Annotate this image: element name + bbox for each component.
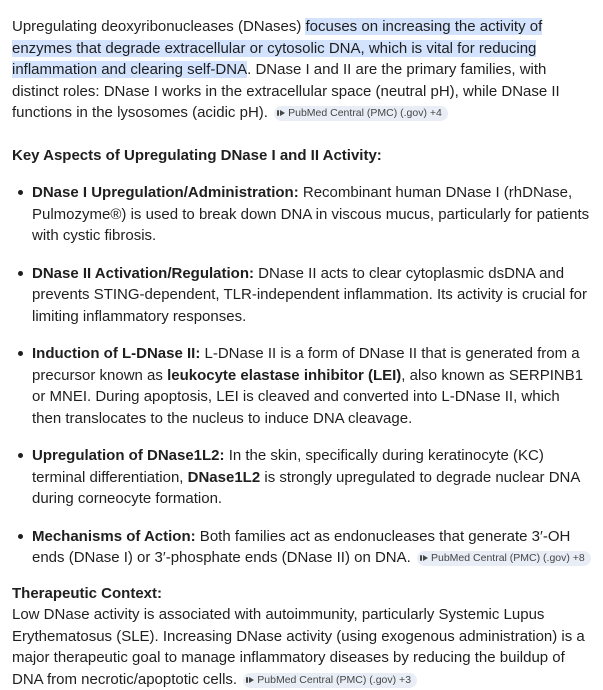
bullet-title: Upregulation of DNase1L2: xyxy=(32,447,225,464)
intro-highlight[interactable]: focuses on increasing the activity of enzymes that degrade extracellular or cytosolic DNA, which is vital for reducing inflammation and clearing self-DNA xyxy=(12,18,543,78)
play-source-icon xyxy=(249,677,254,683)
bullet-bold-term: DNase1L2 xyxy=(187,468,261,486)
list-item xyxy=(12,445,591,510)
bullet-text: DNase II acts to clear cytoplasmic dsDNA and prevents STING-dependent, TLR-independent inflammation. Its activity is crucial for limiting inflammatory responses. xyxy=(32,264,587,325)
bullet-text: Recombinant human DNase I (rhDNase, Pulmozyme®) is used to break down DNA in viscous mucus, particularly for patients with cystic fibrosis. xyxy=(32,184,590,244)
intro-paragraph xyxy=(12,16,591,124)
source-chip-mechanisms[interactable] xyxy=(417,551,591,566)
list-item xyxy=(12,343,591,429)
bullet-text: In the skin, specifically during keratinocyte (KC) terminal differentiation, xyxy=(32,447,544,486)
play-source-icon xyxy=(280,110,285,116)
list-item xyxy=(12,182,591,247)
source-chip-label: PubMed Central (PMC) (.gov) +8 xyxy=(431,552,585,564)
source-chip-label: PubMed Central (PMC) (.gov) +3 xyxy=(257,673,412,686)
bullet-title: DNase I Upregulation/Administration: xyxy=(32,184,299,201)
bullet-title: Induction of L-DNase II: xyxy=(32,345,201,362)
bullet-text: is strongly upregulated to degrade nuclear DNA during corneocyte formation. xyxy=(32,468,580,507)
play-source-icon xyxy=(423,555,428,561)
bullet-title: DNase II Activation/Regulation: xyxy=(32,264,254,282)
therapeutic-paragraph xyxy=(12,604,591,690)
therapeutic-text: Low DNase activity is associated with autoimmunity, particularly Systemic Lupus Erythematosus (SLE). Increasing DNase activity (using exogenous administration) is a major therapeutic goal to manage inflammatory diseases by reducing the buildup of DNA from necrotic/apoptotic cells. xyxy=(12,606,585,688)
intro-text-before: Upregulating deoxyribonucleases (DNases) xyxy=(12,18,306,35)
key-aspects-heading: Key Aspects of Upregulating DNase I and II Activity: xyxy=(12,146,382,164)
intro-text-after: . DNase I and II are the primary families, with distinct roles: DNase I works in the extracellular space (neutral pH), while DNase II functions in the lysosomes (acidic pH). xyxy=(12,61,560,121)
list-item xyxy=(12,526,591,569)
bullet-bold-term: leukocyte elastase inhibitor (LEI) xyxy=(167,366,402,384)
bullet-text: , also known as SERPINB1 or MNEI. During apoptosis, LEI is cleaved and converted into L-DNase II, which then translocates to the nucleus to induce DNA cleavage. xyxy=(32,366,584,427)
source-chip-therapeutic[interactable] xyxy=(243,673,417,688)
source-chip-intro[interactable] xyxy=(274,106,448,121)
bullet-title: Mechanisms of Action: xyxy=(32,527,196,545)
source-chip-label: PubMed Central (PMC) (.gov) +4 xyxy=(288,107,442,119)
key-aspects-list xyxy=(12,182,591,569)
therapeutic-heading: Therapeutic Context: xyxy=(12,584,163,602)
bullet-text: Both families act as endonucleases that generate 3′-OH ends (DNase I) or 3′-phosphate ends (DNase II) on DNA. xyxy=(32,527,571,566)
list-item xyxy=(12,263,591,328)
bullet-text: L-DNase II is a form of DNase II that is generated from a precursor known as xyxy=(32,345,580,384)
